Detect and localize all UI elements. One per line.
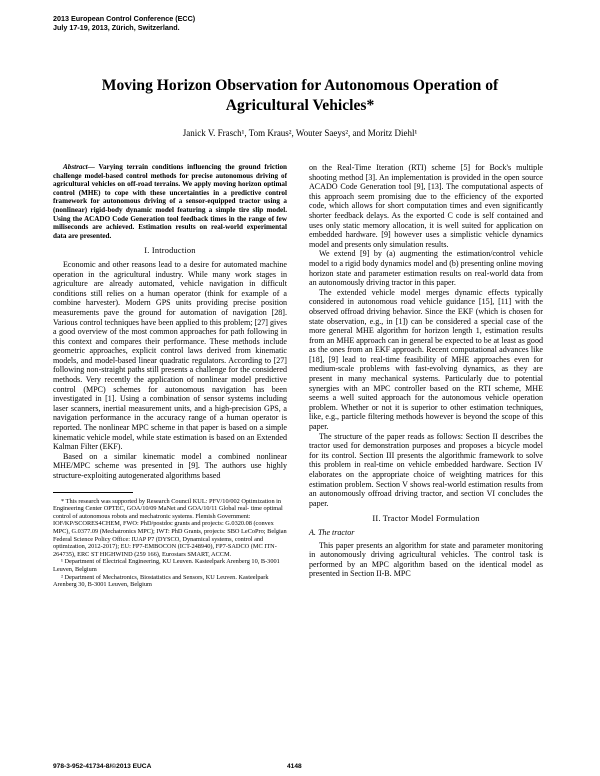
footer-page-number: 4148 — [287, 763, 302, 770]
footnote-funding: * This research was supported by Research Council KUL: PFV/10/002 Optimization in Engineering Center OPTEC, GOA/10/09 MaNet and GOA/10/11 Global real- time optimal control of autonomous robots and mechatronic systems. Flemish Government: IOF/KP/SCORES4CHEM, FWO: PhD/postdoc grants and projects: G.0320.08 (convex MPC), G.0377.09 (Mechatronics MPC); IWT: PhD Grants, projects: SBO LeCoPro; Belgian Federal Science Policy Office: IUAP P7 (DYSCO, Dynamical systems, control and optimization, 2012-2017); EU: FP7-EMBOCON (ICT-248940), FP7-SADCO (MC ITN-264735), ERC ST HIGHWIND (259 166), Eurostars SMART, ACCM. — [53, 497, 287, 558]
right-paragraph-2: We extend [9] by (a) augmenting the estimation/control vehicle model to a rigid body dynamics model and (b) presenting online moving horizon state and parameter estimation results on real-world data from an autonomously driving tractor in this paper. — [309, 249, 543, 288]
author-list: Janick V. Frasch¹, Tom Kraus², Wouter Saeys², and Moritz Diehl¹ — [182, 128, 418, 138]
tractor-paragraph-1: This paper presents an algorithm for state and parameter monitoring in autonomously driving agricultural vehicles. The control task is performed by an MPC algorithm based on the identical model as presented in Section II-B. MPC — [309, 540, 543, 579]
right-paragraph-3: The extended vehicle model merges dynamic effects typically considered in autonomous road vehicle guidance [15], [11] with the observed offroad driving behavior. Since the EKF (which is chosen for state observation, e.g., in [1]) can be considered a special case of the more general MHE algorithm for horizon length 1, estimation results from an MHE approach can in general be expected to be at least as good as the ones from an EKF approach. Recent computational advances like [18], [9] lead to real-time feasibility of MHE approaches even for medium-scale problems with fast-evolving dynamics, as they are present in many mechanical systems. Particularly due to potential synergies with an MPC controller based on the RTI scheme, MHE seems a well suited approach for the autonomous vehicle operation problem. Whether or not it is superior to other estimation techniques, like, e.g., particle filtering methods however is beyond the scope of this paper. — [309, 287, 543, 432]
abstract-text: Varying terrain conditions influencing the ground friction challenge model-based control methods for precise autonomous driving of agricultural vehicles on off-road terrains. We apply moving horizon optimal control (MHE) to cope with these uncertainties in a predictive control framework for autonomous driving of a sensor-equipped tractor using a (nonlinear) rigid-body dynamic model featuring a simple tire slip model. Using the ACADO Code Generation tool feedback times in the range of few miliseconds are achieved. Estimation results on real-world experimental data are presented. — [53, 163, 287, 240]
right-paragraph-4: The structure of the paper reads as follows: Section II describes the tractor used for demonstration purposes and proposes a bicycle model for its control. Section III presents the algorithmic framework to solve this problem in real-time on vehicle embedded hardware. Section IV elaborates on the appropriate choice of weighting matrices for this estimation problem. Section V shows real-world estimation results from an autonomously offroad driving tractor, and section VI concludes the paper. — [309, 431, 543, 508]
conference-date-location: July 17-19, 2013, Zürich, Switzerland. — [53, 23, 180, 32]
footnote-affiliation-2: ² Department of Mechatronics, Biostatistics and Sensors, KU Leuven. Kasteelpark Arenberg 30, B-3001 Leuven, Belgium — [53, 573, 269, 589]
intro-paragraph-2: Based on a similar kinematic model a combined nonlinear MHE/MPC scheme was presented in [9]. The authors use highly structure-exploiting autogenerated algorithms based — [53, 451, 287, 480]
footnote-affiliation-1: ¹ Department of Electrical Engineering, KU Leuven. Kasteelpark Arenberg 10, B-3001 Leuven, Belgium — [53, 558, 280, 573]
paper-title: Moving Horizon Observation for Autonomous Operation of Agricultural Vehicles* — [101, 77, 499, 114]
conference-header — [53, 14, 195, 32]
footer-isbn: 978-3-952-41734-8/©2013 EUCA — [53, 763, 152, 770]
section-heading-introduction: I. Introduction — [144, 246, 196, 256]
right-paragraph-1: on the Real-Time Iteration (RTI) scheme [5] for Bock's multiple shooting method [3]. An implementation is provided in the open source ACADO Code Generation tool [9], [13]. The computational aspects of this approach seem promising due to the efficiency of the exported code, which allows for short computation times and even significantly shorter feedback delays. As the exported C code is self contained and uses only static memory allocation, it is well suited for application on embedded hardware. [9] however uses a simplistic vehicle dynamics model and presents only simulation results. — [309, 163, 543, 249]
conference-name: 2013 European Control Conference (ECC) — [53, 14, 196, 23]
abstract — [53, 163, 287, 240]
section-heading-tractor-model: II. Tractor Model Formulation — [372, 514, 480, 524]
footnotes — [53, 498, 287, 589]
abstract-dash: — — [87, 163, 99, 171]
right-column — [309, 163, 543, 579]
footnote-rule — [53, 492, 133, 493]
intro-paragraph-1: Economic and other reasons lead to a desire for automated machine operation in the agricultural industry. While many work stages in agriculture are already automated, vehicle navigation in difficult conditions still relies on a human operator (think for example of a combine harvester). Modern GPS units providing precise position measurements pave the ground for automation of navigation [28]. Various control techniques have been applied to this problem; [27] gives a good overview of the most common approaches for path following in this context and compares their performance. These methods include geometric approaches, explicit control laws derived from kinematic models, and model-based linear quadratic regulators. According to [27] following non-straight paths still presents a challenge for the considered methods. Very recently the application of nonlinear model predictive control (MPC) schemes for autonomous navigation has been investigated in [1]. Using a combination of sensor systems including laser scanners, inertial measurement units, and a high-precision GPS, a navigation performance in the accuracy range of a human operator is reported. The nonlinear MPC scheme in that paper is based on a simple kinematic vehicle model, while state estimation is based on an Extended Kalman Filter (EKF). — [53, 259, 287, 452]
subsection-heading-tractor: A. The tractor — [309, 527, 355, 537]
abstract-label: Abstract — [63, 163, 88, 171]
left-column — [53, 163, 287, 589]
